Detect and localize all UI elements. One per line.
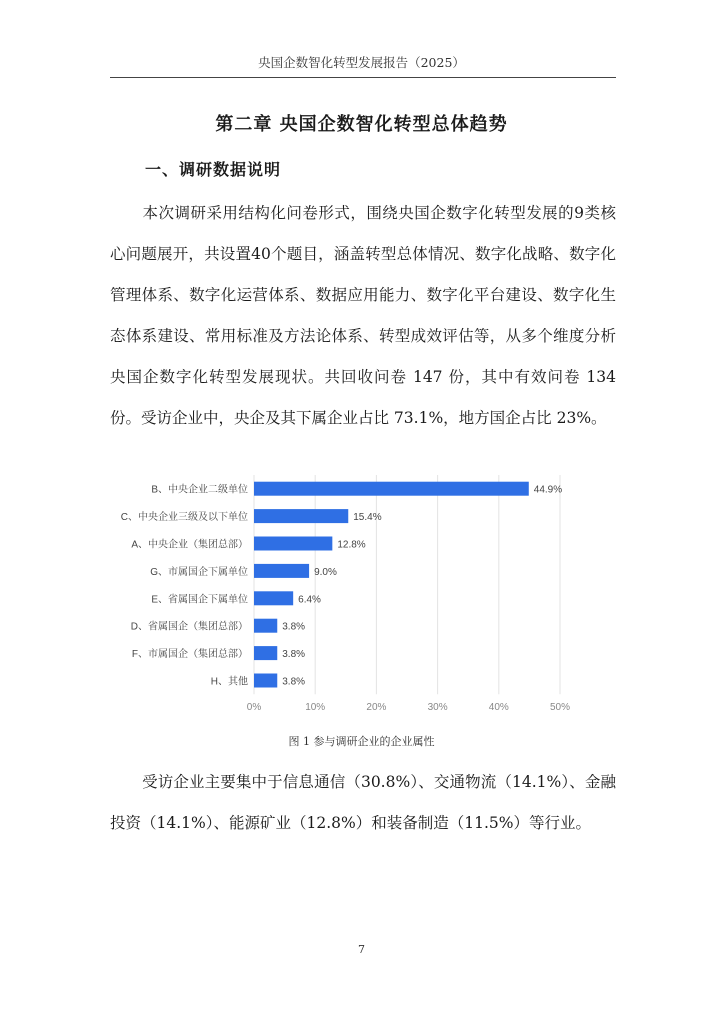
paragraph-survey-description [110,193,616,439]
category-label-1: C、中央企业三级及以下单位 [120,512,248,524]
category-label-0: B、中央企业二级单位 [151,484,248,496]
x-tick-label-50%: 50% [549,702,571,714]
bar-3 [254,564,309,578]
data-label-2: 12.8% [337,539,366,551]
bar-6 [254,646,277,660]
category-label-6: F、市属国企（集团总部） [131,649,248,661]
bar-4 [254,591,293,605]
data-label-5: 3.8% [282,621,306,633]
bar-2 [254,537,332,551]
data-label-1: 15.4% [353,512,382,524]
data-label-7: 3.8% [282,676,306,688]
data-label-0: 44.9% [533,484,563,496]
x-tick-label-0%: 0% [246,702,262,714]
category-label-3: G、市属国企下属单位 [150,566,248,578]
category-label-5: D、省属国企（集团总部） [130,621,248,633]
figure-caption: 图 1 参与调研企业的企业属性 [288,735,435,748]
chart-svg [108,475,580,720]
bar-5 [254,619,277,633]
header-rule [110,77,616,78]
bar-0 [254,482,529,496]
chapter-title: 第二章 央国企数智化转型总体趋势 [215,114,508,135]
section-title: 一、调研数据说明 [145,160,282,179]
data-label-4: 6.4% [298,594,321,606]
paragraph-text: 受访企业主要集中于信息通信（30.8%）、交通物流（14.1%）、金融投资（14.1%）、能源矿业（12.8%）和装备制造（11.5%）等行业。 [110,773,616,832]
bar-1 [254,509,348,523]
bar-7 [254,674,277,688]
category-label-4: E、省属国企下属单位 [151,594,248,606]
data-label-6: 3.8% [282,649,306,661]
x-tick-label-40%: 40% [488,702,509,714]
category-label-7: H、其他 [210,676,248,688]
category-label-2: A、中央企业（集团总部） [131,539,248,551]
x-tick-label-30%: 30% [427,702,448,714]
data-label-3: 9.0% [314,566,337,578]
x-tick-label-10%: 10% [305,702,326,714]
x-tick-label-20%: 20% [366,702,387,714]
running-header: 央国企数智化转型发展报告（2025） [258,55,465,70]
bar-chart-enterprise-attributes [108,475,580,720]
paragraph-industry-distribution [110,762,616,844]
paragraph-text: 本次调研采用结构化问卷形式，围绕央国企数字化转型发展的9类核心问题展开，共设置40个题目，涵盖转型总体情况、数字化战略、数字化管理体系、数字化运营体系、数据应用能力、数字化平台建设、数字化生态体系建设、常用标准及方法论体系、转型成效评估等，从多个维度分析央国企数字化转型发展现状。共回收问卷 147 份，其中有效问卷 134 份。受访企业中，央企及其下属企业占比 73.1%，地方国企占比 23%。 [110,204,616,427]
page-number: 7 [358,943,365,956]
